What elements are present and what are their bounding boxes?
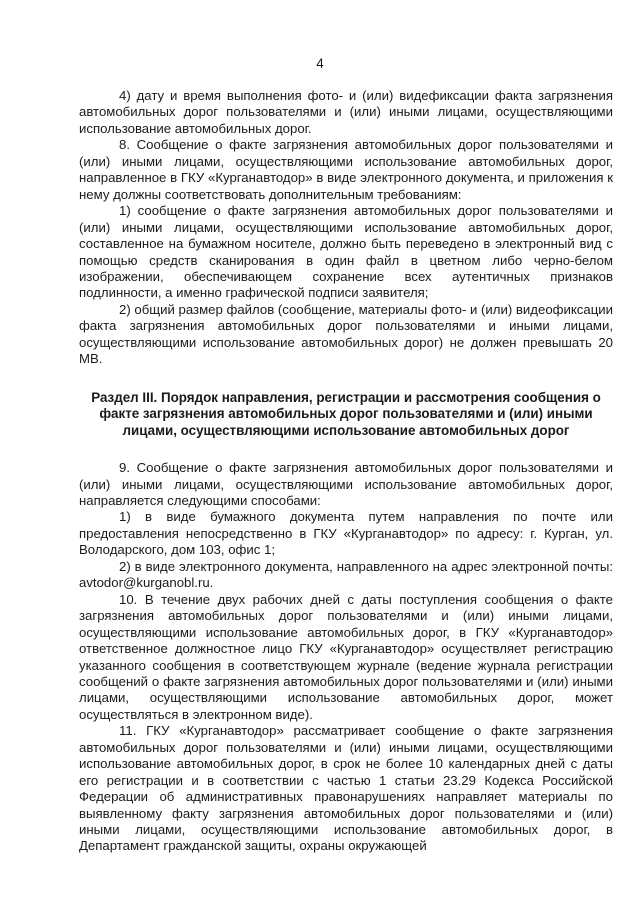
paragraph-item-4-date-time: 4) дату и время выполнения фото- и (или) видефиксации факта загрязнения автомобильных дорог пользователями и (или) иными лицами, осуществляющими использование автомобильных дорог. bbox=[79, 88, 613, 136]
paragraph-method-1: 1) в виде бумажного документа путем направления по почте или предоставления непосредственно в ГКУ «Курганавтодор» по адресу: г. Курган, ул. Володарского, дом 103, офис 1; bbox=[79, 509, 613, 558]
paragraph-clause-10: 10. В течение двух рабочих дней с даты поступления сообщения о факте загрязнения автомобильных дорог пользователями и (или) иными лицами, осуществляющими использование автомобильных дорог, в ГКУ «Курганавтодор» ответственное должностное лицо ГКУ «Курганавтодор» осуществляет регистрацию указанного сообщения в соответствующем журнале (ведение журнала регистрации сообщений о факте загрязнения автомобильных дорог пользователями и (или) иными лицами, осуществляющими использование автомобильных дорог, может осуществляться в электронном виде). bbox=[79, 591, 613, 722]
page-number: 4 bbox=[316, 56, 324, 71]
paragraph-method-2: 2) в виде электронного документа, направленного на адрес электронной почты: avtodor@kurganobl.ru. bbox=[79, 558, 613, 591]
paragraph-requirement-2: 2) общий размер файлов (сообщение, материалы фото- и (или) видеофиксации факта загрязнения автомобильных дорог пользователями и иными лицами, осуществляющими использование автомобильных дорог) не должен превышать 20 MB. bbox=[79, 301, 613, 367]
paragraph-clause-9: 9. Сообщение о факте загрязнения автомобильных дорог пользователями и (или) иными лицами, осуществляющими использование автомобильных дорог, направляется следующими способами: bbox=[79, 460, 613, 508]
section-heading: Раздел III. Порядок направления, регистрации и рассмотрения сообщения о факте загрязнения автомобильных дорог пользователями и (или) иными лицами, осуществляющими использование автомобильных дорог bbox=[91, 389, 601, 438]
document-body bbox=[79, 88, 613, 855]
paragraph-requirement-1: 1) сообщение о факте загрязнения автомобильных дорог пользователями и (или) иными лицами, осуществляющими использование автомобильных дорог, составленное на бумажном носителе, должно быть переведено в электронный вид с помощью средств сканирования в один файл в цветном либо черно-белом изображении, обеспечивающем сохранение всех аутентичных признаков подлинности, а именно графической подписи заявителя; bbox=[79, 203, 613, 301]
paragraph-clause-8: 8. Сообщение о факте загрязнения автомобильных дорог пользователями и (или) иными лицами, осуществляющими использование автомобильных дорог, направленное в ГКУ «Курганавтодор» в виде электронного документа, и приложения к нему должны соответствовать дополнительным требованиям: bbox=[79, 137, 613, 202]
paragraph-clause-11: 11. ГКУ «Курганавтодор» рассматривает сообщение о факте загрязнения автомобильных дорог пользователями и (или) иными лицами, осуществляющими использование автомобильных дорог, в срок не более 10 календарных дней с даты его регистрации и в соответствии с частью 1 статьи 23.29 Кодекса Российской Федерации об административных правонарушениях направляет материалы по выявленному факту загрязнения автомобильных дорог пользователями и (или) иными лицами, осуществляющими использование автомобильных дорог, в Департамент гражданской защиты, охраны окружающей bbox=[79, 723, 613, 854]
